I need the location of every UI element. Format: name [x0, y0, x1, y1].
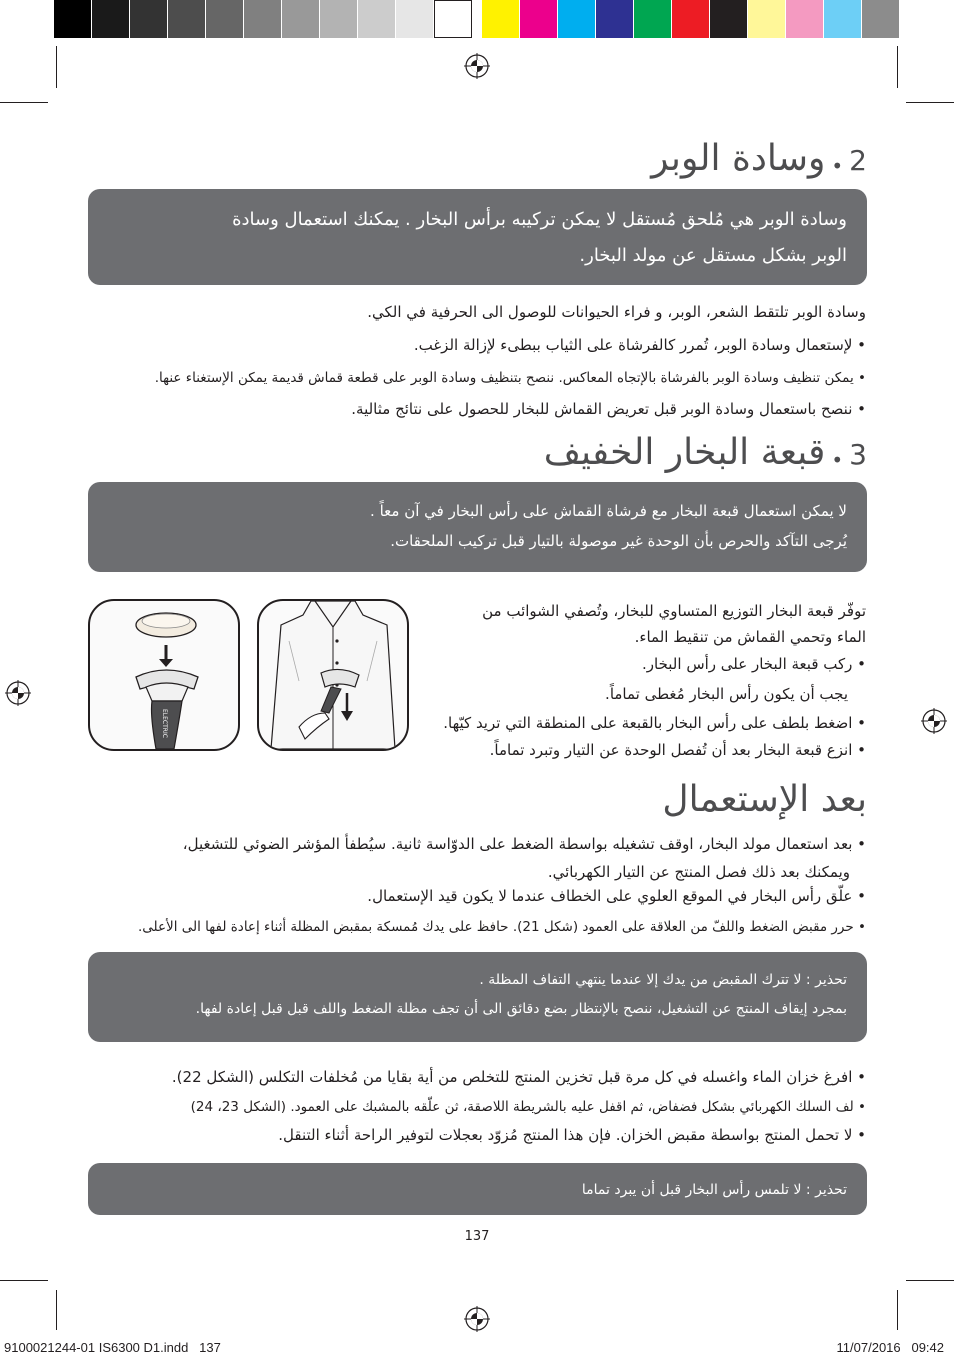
section-3-heading: [544, 432, 867, 473]
shirt-steaming-drawing: [259, 601, 407, 749]
color-swatch: [672, 0, 710, 38]
gray-swatch: [434, 0, 472, 38]
color-swatch: [862, 0, 900, 38]
warning-box: [88, 952, 867, 1042]
color-swatch: [596, 0, 634, 38]
list-item: • انزع قبعة البخار بعد أن تُفصل الوحدة عن التيار وتبرد تماماً.: [489, 741, 866, 759]
color-swatch: [786, 0, 824, 38]
footer-file-info: 9100021244-01 IS6300 D1.indd 137: [4, 1340, 221, 1355]
info-box-line: لا يمكن استعمال قبعة البخار مع فرشاة القماش على رأس البخار في آن معاً .: [370, 502, 847, 520]
color-swatch: [710, 0, 748, 38]
color-bar: [482, 0, 900, 38]
bullet-dot: •: [831, 447, 844, 472]
steam-cap-illustration: [88, 599, 240, 751]
paragraph: [482, 598, 866, 650]
color-swatch: [520, 0, 558, 38]
list-item-text: لإستعمال وسادة الوبر، تُمرر كالفرشاة على الثياب ببطىء لإزالة الزغب.: [413, 336, 853, 354]
registration-mark-icon: [464, 53, 490, 79]
list-item: • افرغ خزان الماء واغسله في كل مرة قبل تخزين المنتج للتخلص من أية بقايا من مُخلفات التكلس (الشكل 22).: [171, 1068, 866, 1086]
list-item: • علّق رأس البخار في الموقع العلوي على الخطاف عندما لا يكون قيد الإستعمال.: [367, 887, 866, 905]
steam-cap-drawing: [90, 601, 238, 749]
section-title: قبعة البخار الخفيف: [543, 432, 826, 473]
paragraph-line: الماء وتحمي القماش من تنقيط الماء.: [634, 628, 866, 646]
gray-swatch: [396, 0, 434, 38]
gray-swatch: [130, 0, 168, 38]
list-item-text: بعد استعمال مولد البخار، اوقف تشغيله بواسطة الضغط على الدوّاسة ثانية. سيُطفأ المؤشر الضوئي للتشغيل،: [182, 835, 853, 853]
color-swatch: [748, 0, 786, 38]
info-box-line: يُرجى التآكد والحرص بأن الوحدة غير موصولة بالتيار قبل تركيب الملحقات.: [390, 532, 847, 550]
list-item: • لا تحمل المنتج بواسطة مقبض الخزان. فإن هذا المنتج مُزوّد بعجلات لتوفير الراحة أثناء التنقل.: [278, 1126, 866, 1144]
crop-mark: [897, 46, 898, 88]
after-use-heading: [662, 779, 867, 820]
list-item-text: لا تحمل المنتج بواسطة مقبض الخزان. فإن هذا المنتج مُزوّد بعجلات لتوفير الراحة أثناء التنقل.: [278, 1126, 853, 1144]
section-2-heading: [651, 138, 867, 179]
gray-swatch: [358, 0, 396, 38]
section-title: بعد الإستعمال: [662, 779, 867, 820]
list-item-text: يمكن تنظيف وسادة الوبر بالفرشاة بالإتجاه المعاكس. ننصح بتنظيف وسادة الوبر على قطعة قماش قديمة يمكن الإستغناء عنها.: [154, 370, 854, 386]
crop-mark: [906, 102, 954, 103]
color-swatch: [634, 0, 672, 38]
warning-line: تحذير : لا تترك المقبض من يدك إلا عندما ينتهي التفاف المظلة .: [479, 972, 847, 988]
registration-mark-icon: [5, 680, 31, 706]
footer-date: 11/07/2016 09:42: [836, 1340, 944, 1355]
list-item-text: ننصح باستعمال وسادة الوبر قبل تعريض القماش للبخار للحصول على نتائج مثالية.: [351, 400, 853, 418]
list-item: • يمكن تنظيف وسادة الوبر بالفرشاة بالإتجاه المعاكس. ننصح بتنظيف وسادة الوبر على قطعة قماش قديمة يمكن الإستغناء عنها.: [154, 370, 866, 386]
section-number: 3: [849, 438, 867, 471]
bullet-dot: •: [831, 153, 844, 178]
gray-swatch: [282, 0, 320, 38]
info-box: [88, 189, 867, 285]
gray-swatch: [54, 0, 92, 38]
warning-box: [88, 1163, 867, 1215]
crop-mark: [0, 1280, 48, 1281]
list-item-text: افرغ خزان الماء واغسله في كل مرة قبل تخزين المنتج للتخلص من أية بقايا من مُخلفات التكلس (الشكل 22).: [171, 1068, 853, 1086]
color-swatch: [824, 0, 862, 38]
list-item: • ننصح باستعمال وسادة الوبر قبل تعريض القماش للبخار للحصول على نتائج مثالية.: [351, 400, 866, 418]
info-box-line: وسادة الوبر هي مُلحق مُستقل لا يمكن تركيبه برأس البخار . يمكنك استعمال وسادة: [232, 209, 847, 230]
section-number: 2: [849, 144, 867, 177]
list-item: • لف السلك الكهربائي بشكل فضفاض، ثم اقفل عليه بالشريطة اللاصقة، ثن علّقه بالمشبك على العمود. (الشكل 23، 24): [190, 1099, 866, 1115]
garment-steaming-illustration: [257, 599, 409, 751]
list-item: • حرر مقبض الضغط واللفّ من العلاقة على العمود (شكل 21). حافظ على يدك مُمسكة بمقبض المظلة أثناء إعادة لفها الى الأعلى.: [137, 919, 866, 935]
info-box-line: الوبر بشكل مستقل عن مولد البخار.: [579, 245, 847, 266]
info-box: [88, 482, 867, 572]
registration-mark-icon: [921, 708, 947, 734]
warning-line: تحذير : لا تلمس رأس البخار قبل أن يبرد تماما: [581, 1182, 847, 1198]
product-brand-text: ELECTRIC: [161, 709, 168, 738]
color-swatch: [482, 0, 520, 38]
list-item-text: لف السلك الكهربائي بشكل فضفاض، ثم اقفل عليه بالشريطة اللاصقة، ثن علّقه بالمشبك على العمود. (الشكل 23، 24): [190, 1099, 854, 1115]
page-number: 137: [464, 1229, 490, 1244]
gray-swatch: [168, 0, 206, 38]
gray-swatch: [92, 0, 130, 38]
crop-mark: [906, 1280, 954, 1281]
gray-swatch: [206, 0, 244, 38]
list-item: • ركب قبعة البخار على رأس البخار.: [642, 655, 866, 673]
list-item: • لإستعمال وسادة الوبر، تُمرر كالفرشاة على الثياب ببطىء لإزالة الزغب.: [413, 336, 866, 354]
crop-mark: [0, 102, 48, 103]
list-item-text: ركب قبعة البخار على رأس البخار.: [642, 655, 853, 673]
paragraph-line: توفّر قبعة البخار التوزيع المتساوي للبخار، وتُصفي الشوائب من: [482, 602, 866, 620]
list-item-text: اضغط بلطف على رأس البخار بالقبعة على المنطقة التي تريد كيّها.: [443, 714, 853, 732]
section-title: وسادة الوبر: [651, 138, 826, 179]
grayscale-bar: [54, 0, 472, 38]
warning-line: بمجرد إيقاف المنتج عن التشغيل، ننصح بالإنتظار بضع دقائق الى أن تجف مظلة الضغط واللف قبل قبل إعادة لفها.: [195, 1001, 847, 1017]
gray-swatch: [320, 0, 358, 38]
registration-mark-icon: [464, 1306, 490, 1332]
list-item-text: حرر مقبض الضغط واللفّ من العلاقة على العمود (شكل 21). حافظ على يدك مُمسكة بمقبض المظلة أثناء إعادة لفها الى الأعلى.: [137, 919, 854, 935]
list-item-note: يجب أن يكون رأس البخار مُغطى تماماً.: [605, 685, 848, 703]
crop-mark: [56, 1290, 57, 1330]
crop-mark: [56, 46, 57, 88]
color-swatch: [558, 0, 596, 38]
paragraph: وسادة الوبر تلتقط الشعر، الوبر، و فراء الحيوانات للوصول الى الحرفية في الكي.: [367, 303, 866, 321]
crop-mark: [897, 1290, 898, 1330]
list-item: • بعد استعمال مولد البخار، اوقف تشغيله بواسطة الضغط على الدوّاسة ثانية. سيُطفأ المؤشر الضوئي للتشغيل، ويمكنك بعد ذلك فصل المنتج عن التيار الكهربائي.: [183, 830, 866, 886]
gray-swatch: [244, 0, 282, 38]
list-item: • اضغط بلطف على رأس البخار بالقبعة على المنطقة التي تريد كيّها.: [443, 714, 866, 732]
list-item-text: انزع قبعة البخار بعد أن تُفصل الوحدة عن التيار وتبرد تماماً.: [489, 741, 853, 759]
list-item-text: ويمكنك بعد ذلك فصل المنتج عن التيار الكهربائي.: [547, 863, 850, 881]
list-item-text: علّق رأس البخار في الموقع العلوي على الخطاف عندما لا يكون قيد الإستعمال.: [367, 887, 853, 905]
